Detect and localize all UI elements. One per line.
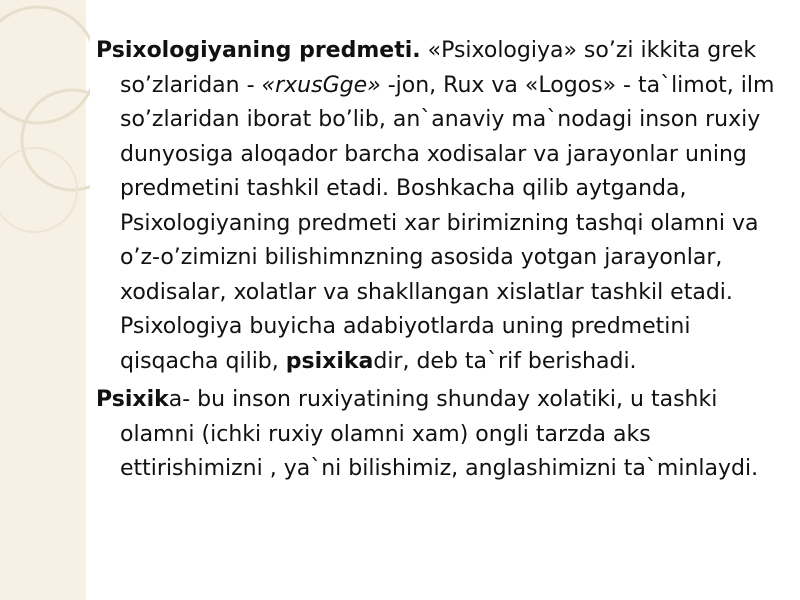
deco-circle-top (0, 7, 90, 123)
paragraph-text: dir, deb ta`rif berishadi. (373, 348, 637, 374)
paragraph-psychology-subject (96, 34, 791, 379)
bold-term: Psixik (96, 387, 169, 412)
paragraph-text: a- bu inson ruxiyatining shunday xolatiki, u tashki olamni (ichki ruxiy olamni xam) ongli tarzda aks ettirishimizni , ya`ni bilishimiz, anglashimizni ta`minlaydi. (120, 387, 759, 481)
paragraph-heading: Psixologiyaning predmeti. (96, 38, 421, 63)
paragraph-psyche-definition (96, 383, 791, 487)
paragraph-text: «Psixologiya» so’zi ikkita grek so’zlaridan - (120, 38, 757, 98)
bold-term: psixika (285, 348, 374, 374)
decorative-circles (0, 0, 90, 600)
paragraph-text: -jon, Rux va «Logos» - ta`limot, ilm so’zlaridan iborat bo’lib, an`anaviy ma`nodagi inson ruxiy dunyosiga aloqador barcha xodisalar va jarayonlar uning predmetini tashkil etadi. Boshkacha qilib aytganda, Psixologiyaning predmeti xar birimizning tashqi olamni va o’z-o’zimizni bilishimnzning asosida yotgan jarayonlar, xodisalar, xolatlar va shakllangan xislatlar tashkil etadi. Psixologiya buyicha adabiyotlarda uning predmetini qisqacha qilib, (120, 72, 775, 374)
slide-content (96, 34, 791, 491)
italic-term: «rxusGge» (261, 72, 381, 98)
